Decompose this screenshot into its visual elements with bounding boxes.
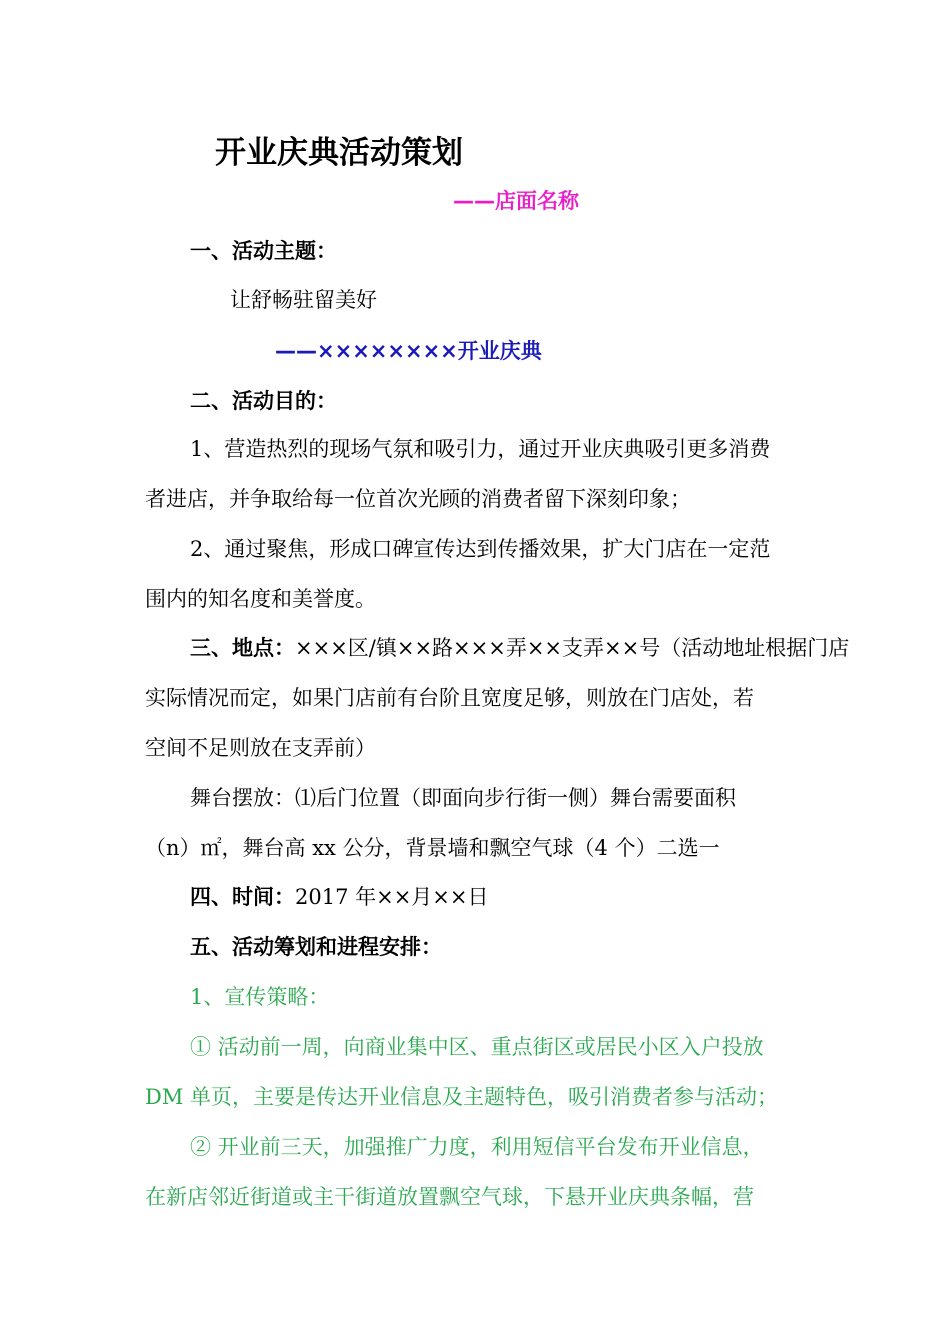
theme-event-name: ——××××××××开业庆典 — [275, 339, 542, 363]
section-heading-time: 四、时间： — [190, 885, 295, 909]
promotion-strategy-heading: 1、宣传策略： — [190, 985, 330, 1009]
section-heading-location: 三、地点： — [190, 636, 295, 660]
location-line-1 — [190, 633, 849, 663]
time-value: 2017 年××月××日 — [295, 885, 489, 909]
promotion-item-1-line-1: ① 活动前一周，向商业集中区、重点街区或居民小区入户投放 — [190, 1035, 764, 1059]
promotion-item-2-line-1: ② 开业前三天，加强推广力度，利用短信平台发布开业信息， — [190, 1135, 764, 1159]
theme-text: 让舒畅驻留美好 — [230, 288, 377, 312]
stage-line-2: （n）㎡，舞台高 xx 公分，背景墙和飘空气球（4 个）二选一 — [145, 836, 720, 860]
promotion-item-1-line-2: DM 单页，主要是传达开业信息及主题特色，吸引消费者参与活动； — [145, 1085, 779, 1109]
purpose-paragraph-1-line-2: 者进店，并争取给每一位首次光顾的消费者留下深刻印象； — [145, 487, 691, 511]
promotion-item-2-line-2: 在新店邻近街道或主干街道放置飘空气球，下悬开业庆典条幅，营 — [145, 1185, 754, 1209]
location-line-2: 实际情况而定，如果门店前有台阶且宽度足够，则放在门店处，若 — [145, 686, 754, 710]
location-address: ×××区/镇××路×××弄××支弄××号（活动地址根据门店 — [295, 636, 850, 660]
section-heading-theme: 一、活动主题： — [190, 239, 337, 263]
purpose-paragraph-2-line-2: 围内的知名度和美誉度。 — [145, 587, 376, 611]
store-name-subtitle: ——店面名称 — [453, 189, 579, 213]
stage-line-1: 舞台摆放：⑴后门位置（即面向步行街一侧）舞台需要面积 — [190, 786, 736, 810]
purpose-paragraph-2-line-1: 2、通过聚焦，形成口碑宣传达到传播效果，扩大门店在一定范 — [190, 537, 771, 561]
time-line — [190, 882, 489, 912]
section-heading-schedule: 五、活动筹划和进程安排： — [190, 935, 442, 959]
location-line-3: 空间不足则放在支弄前） — [145, 736, 376, 760]
document-title: 开业庆典活动策划 — [215, 135, 463, 171]
purpose-paragraph-1-line-1: 1、营造热烈的现场气氛和吸引力，通过开业庆典吸引更多消费 — [190, 437, 771, 461]
section-heading-purpose: 二、活动目的： — [190, 389, 337, 413]
